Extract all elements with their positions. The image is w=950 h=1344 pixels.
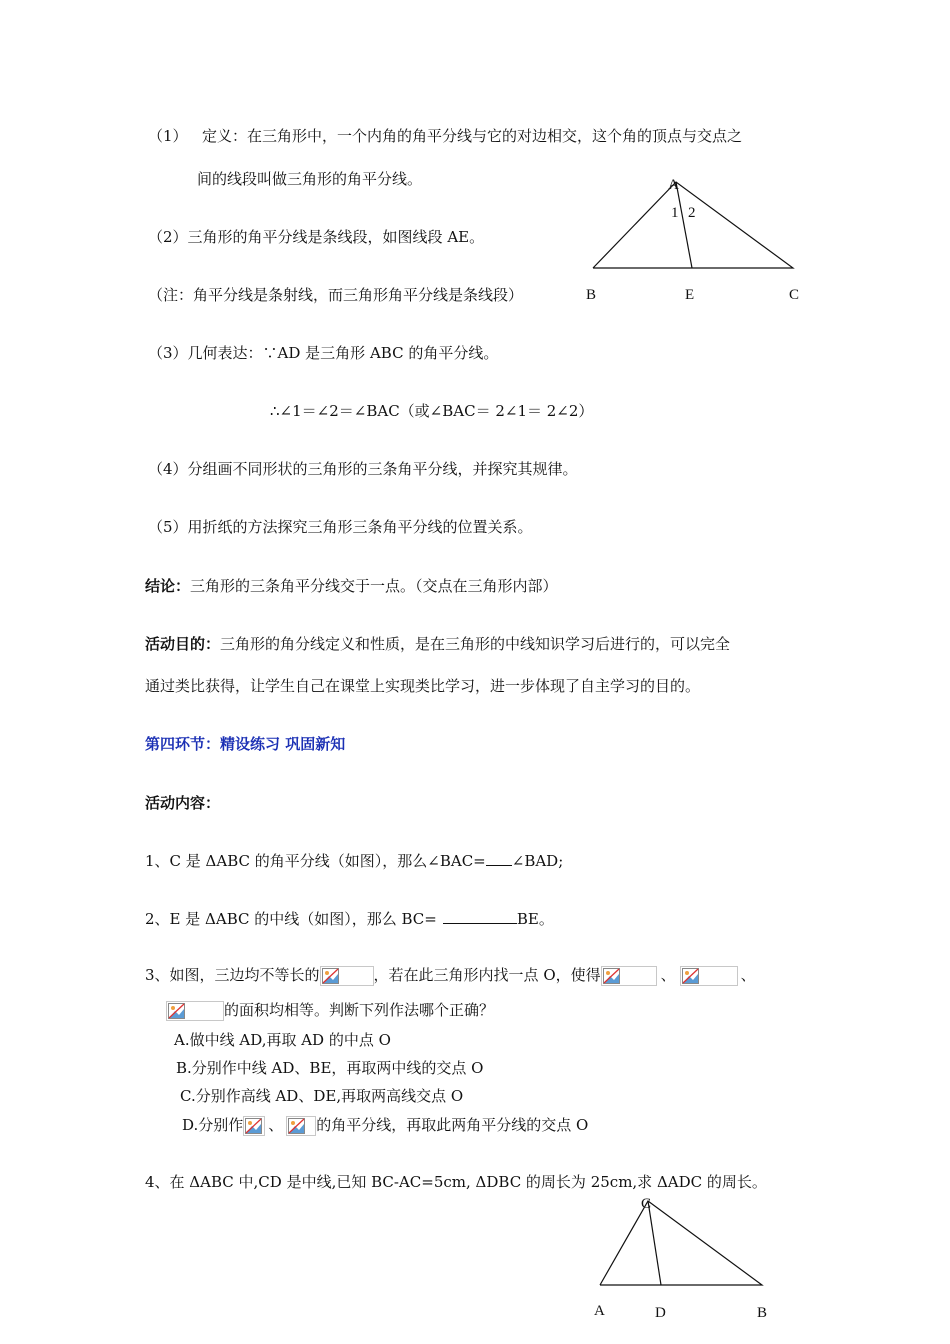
exercise-4: 4、在 ΔABC 中,CD 是中线,已知 BC-AC=5cm, ΔDBC 的周长为 25cm,求 ΔADC 的周长。 xyxy=(145,1173,767,1191)
activity-label: 活动内容： xyxy=(145,794,221,812)
broken-image-placeholder xyxy=(320,966,374,986)
purpose-line1 xyxy=(145,634,730,654)
broken-image-icon xyxy=(245,1118,262,1134)
item-5: （5）用折纸的方法探究三角形三条角平分线的位置关系。 xyxy=(148,518,533,536)
option-a: A.做中线 AD,再取 AD 的中点 O xyxy=(174,1031,391,1049)
purpose-text-1: 三角形的角分线定义和性质，是在三角形的中线知识学习后进行的，可以完全 xyxy=(220,635,731,653)
fig1-label-c: C xyxy=(789,287,800,303)
broken-image-icon xyxy=(322,968,339,984)
exercise-3-sep-2: 、 xyxy=(740,966,756,984)
purpose-label: 活动目的： xyxy=(145,635,221,653)
bisector-ae xyxy=(676,182,692,268)
fig1-label-a: A xyxy=(668,177,679,193)
median-cd xyxy=(648,1201,661,1285)
exercise-3-line1 xyxy=(145,965,756,986)
item-4: （4）分组画不同形状的三角形的三条角平分线，并探究其规律。 xyxy=(148,460,578,478)
fig1-label-b: B xyxy=(586,287,597,303)
option-d-text: D.分别作 xyxy=(182,1116,244,1134)
fig2-label-a: A xyxy=(594,1303,605,1319)
triangle-abc-outline xyxy=(593,182,793,268)
item-2: （2）三角形的角平分线是条线段，如图线段 AE。 xyxy=(148,228,485,246)
option-b: B.分别作中线 AD、BE，再取两中线的交点 O xyxy=(176,1059,484,1077)
answer-blank-2[interactable] xyxy=(443,909,517,924)
item-3: （3）几何表达：∵AD 是三角形 ABC 的角平分线。 xyxy=(148,344,499,362)
item-1-number: （1） xyxy=(148,127,188,145)
broken-image-icon xyxy=(682,968,699,984)
fig1-label-angle-1: 1 xyxy=(671,205,679,221)
exercise-1 xyxy=(145,851,563,871)
answer-blank-1[interactable] xyxy=(486,851,512,866)
broken-image-placeholder xyxy=(166,1001,224,1021)
option-d-tail: 的角平分线，再取此两角平分线的交点 O xyxy=(316,1116,589,1134)
exercise-1-text: 1、C 是 ΔABC 的角平分线（如图），那么∠BAC= xyxy=(145,852,486,870)
item-1-definition-line1: 定义：在三角形中，一个内角的角平分线与它的对边相交，这个角的顶点与交点之 xyxy=(202,127,743,145)
conclusion-text: 三角形的三条角平分线交于一点。（交点在三角形内部） xyxy=(190,577,558,595)
exercise-2 xyxy=(145,909,554,929)
exercise-2-tail: BE。 xyxy=(516,910,554,928)
fig1-label-angle-2: 2 xyxy=(688,205,696,221)
broken-image-placeholder xyxy=(286,1116,316,1136)
option-c: C.分别作高线 AD、DE,再取两高线交点 O xyxy=(180,1087,464,1105)
exercise-3-text-2: ，若在此三角形内找一点 O，使得 xyxy=(373,966,601,984)
conclusion-label: 结论： xyxy=(145,577,191,595)
fig2-label-c: C xyxy=(641,1196,652,1212)
triangle-abc-outline xyxy=(600,1201,762,1285)
triangle-figure-1 xyxy=(585,178,805,278)
broken-image-icon xyxy=(168,1003,185,1019)
exercise-3-sep-1: 、 xyxy=(660,966,676,984)
broken-image-placeholder xyxy=(601,966,657,986)
item-1-definition-line2: 间的线段叫做三角形的角平分线。 xyxy=(197,170,423,188)
note: （注：角平分线是条射线，而三角形角平分线是条线段） xyxy=(148,286,524,304)
item-3-expression: ∴∠1＝∠2＝∠BAC（或∠BAC＝ 2∠1＝ 2∠2） xyxy=(270,402,594,420)
section-title: 第四环节：精设练习 巩固新知 xyxy=(145,735,346,753)
exercise-1-tail: ∠BAD; xyxy=(511,852,564,870)
option-d xyxy=(182,1115,588,1136)
exercise-2-text: 2、E 是 ΔABC 的中线（如图），那么 BC= xyxy=(145,910,437,928)
purpose-line2: 通过类比获得，让学生自己在课堂上实现类比学习，进一步体现了自主学习的目的。 xyxy=(145,677,701,695)
option-d-sep: 、 xyxy=(268,1116,284,1134)
broken-image-icon xyxy=(603,968,620,984)
triangle-figure-2 xyxy=(590,1196,770,1292)
fig2-label-b: B xyxy=(757,1305,768,1321)
exercise-3-text: 3、如图，三边均不等长的 xyxy=(145,966,320,984)
exercise-3-text-3: 的面积均相等。判断下列作法哪个正确？ xyxy=(224,1001,495,1019)
fig2-label-d: D xyxy=(655,1305,666,1321)
conclusion xyxy=(145,576,558,596)
broken-image-placeholder xyxy=(680,966,738,986)
fig1-label-e: E xyxy=(685,287,695,303)
broken-image-placeholder xyxy=(243,1116,265,1136)
broken-image-icon xyxy=(288,1118,305,1134)
exercise-3-line2 xyxy=(166,1000,494,1021)
